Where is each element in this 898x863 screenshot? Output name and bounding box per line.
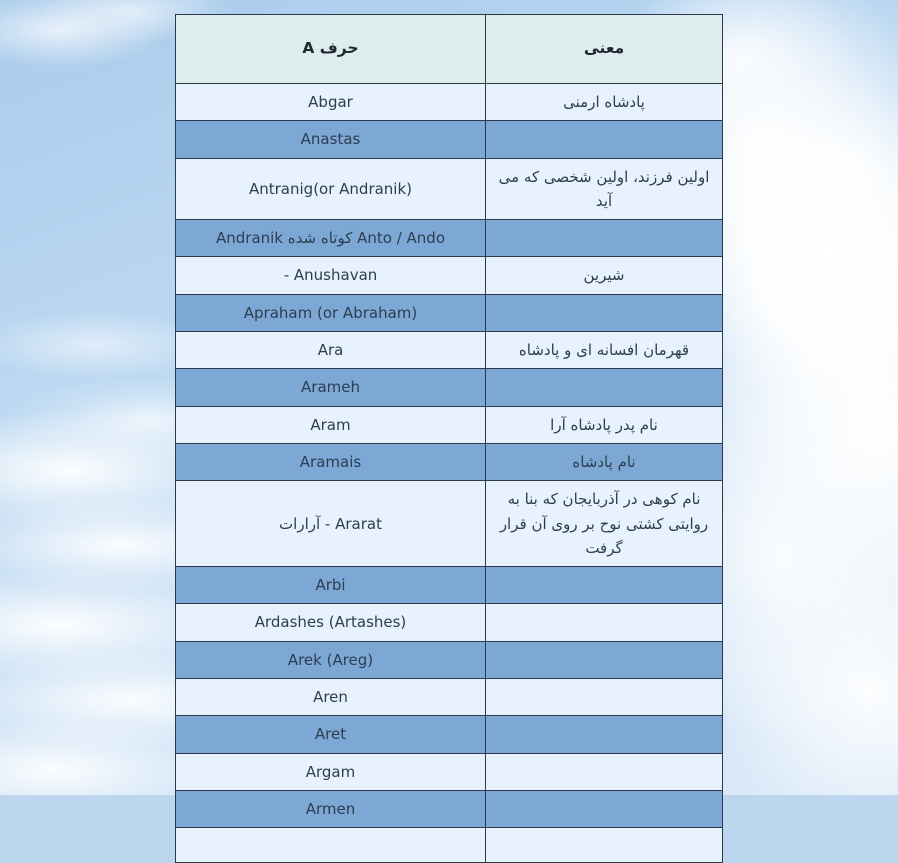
cell-name: Aramais	[176, 443, 486, 480]
cell-meaning	[486, 716, 723, 753]
table-row[interactable]	[176, 257, 723, 294]
table-row[interactable]	[176, 121, 723, 158]
cell-meaning: قهرمان افسانه ای و پادشاه	[486, 332, 723, 369]
cell-name: Armen	[176, 790, 486, 827]
column-header-letter[interactable]: حرف A	[176, 15, 486, 84]
cell-meaning	[486, 220, 723, 257]
names-table-container	[176, 14, 723, 863]
cell-meaning: پادشاه ارمنی	[486, 84, 723, 121]
cell-name: Arek (Areg)	[176, 641, 486, 678]
table-header-row	[176, 15, 723, 84]
table-row[interactable]	[176, 294, 723, 331]
cell-meaning	[486, 567, 723, 604]
cell-meaning	[486, 790, 723, 827]
cell-meaning	[486, 121, 723, 158]
cell-name: Arameh	[176, 369, 486, 406]
cell-meaning: اولین فرزند، اولین شخصی که می آید	[486, 158, 723, 220]
cell-meaning: نام پدر پادشاه آرا	[486, 406, 723, 443]
cell-name: Ardashes (Artashes)	[176, 604, 486, 641]
cell-name: Aret	[176, 716, 486, 753]
table-row[interactable]	[176, 604, 723, 641]
cell-name: Argam	[176, 753, 486, 790]
cell-meaning	[486, 294, 723, 331]
table-row[interactable]	[176, 220, 723, 257]
table-row[interactable]	[176, 567, 723, 604]
table-row[interactable]	[176, 753, 723, 790]
armenian-names-table	[175, 14, 723, 863]
table-row[interactable]	[176, 332, 723, 369]
table-row[interactable]	[176, 716, 723, 753]
cell-name: Aren	[176, 679, 486, 716]
cell-name: Apraham (or Abraham)	[176, 294, 486, 331]
column-header-meaning[interactable]: معنی	[486, 15, 723, 84]
cell-meaning	[486, 369, 723, 406]
table-row[interactable]	[176, 369, 723, 406]
table-row[interactable]	[176, 84, 723, 121]
table-row[interactable]	[176, 158, 723, 220]
table-row[interactable]	[176, 679, 723, 716]
cell-name: Abgar	[176, 84, 486, 121]
cell-meaning	[486, 753, 723, 790]
table-row[interactable]	[176, 790, 723, 827]
cell-name: Antranig(or Andranik)	[176, 158, 486, 220]
table-row[interactable]	[176, 828, 723, 863]
cell-name: Anto / Ando کوتاه شده Andranik	[176, 220, 486, 257]
cell-name: Ararat - آرارات	[176, 481, 486, 567]
cell-meaning: نام پادشاه	[486, 443, 723, 480]
table-body	[176, 84, 723, 863]
cell-name: - Anushavan	[176, 257, 486, 294]
cell-name: Arbi	[176, 567, 486, 604]
cell-meaning: شیرین	[486, 257, 723, 294]
cell-meaning	[486, 641, 723, 678]
cell-meaning: نام کوهی در آذربایجان که بنا به روایتی کشتی نوح بر روی آن قرار گرفت	[486, 481, 723, 567]
table-row[interactable]	[176, 641, 723, 678]
cell-name: Ara	[176, 332, 486, 369]
table-row[interactable]	[176, 443, 723, 480]
cell-meaning	[486, 679, 723, 716]
cell-name: Anastas	[176, 121, 486, 158]
cell-name: Aram	[176, 406, 486, 443]
cell-meaning	[486, 828, 723, 863]
cell-meaning	[486, 604, 723, 641]
table-row[interactable]	[176, 406, 723, 443]
table-row[interactable]	[176, 481, 723, 567]
table-header	[176, 15, 723, 84]
cell-name	[176, 828, 486, 863]
